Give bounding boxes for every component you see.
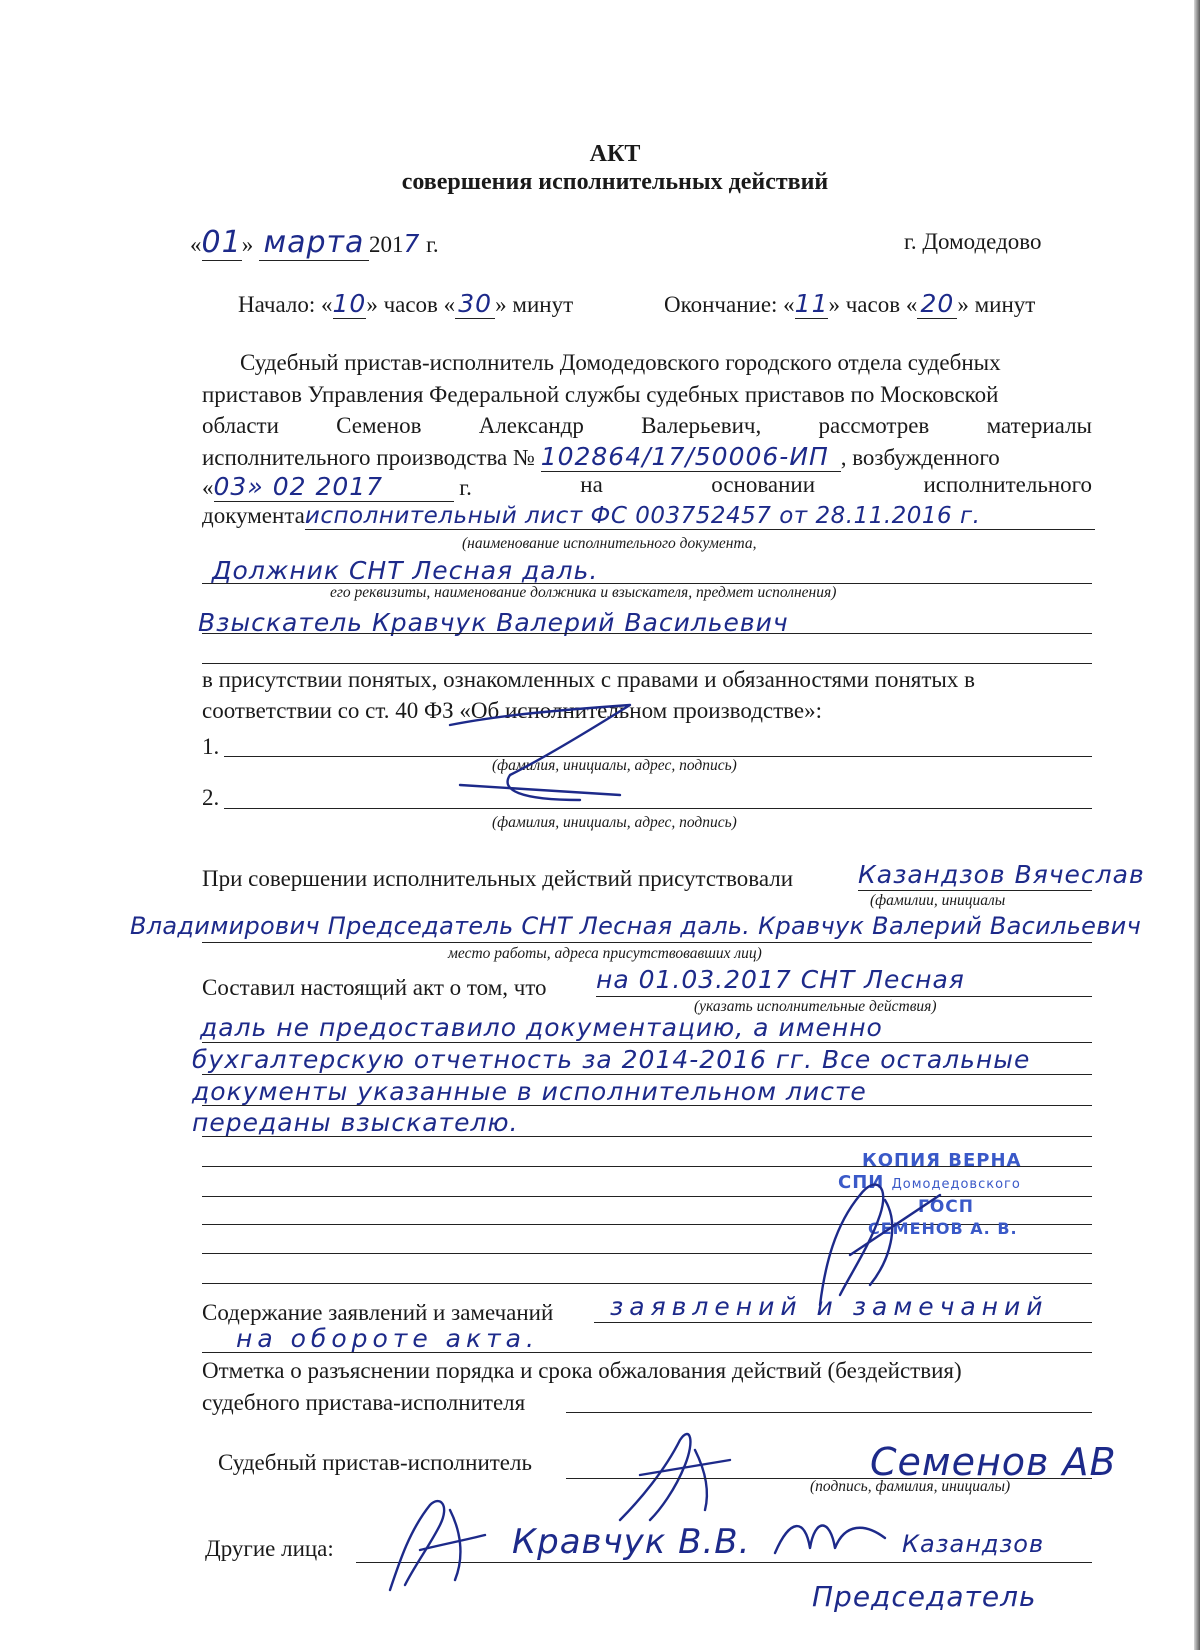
body-line-3: области Семенов Александр Валерьевич, рассмотрев материалы (202, 413, 1092, 438)
act-line-9 (202, 1253, 1092, 1254)
appeal-line-2: судебного пристава-исполнителя (202, 1390, 526, 1415)
date-year-digit: 7 (403, 229, 421, 258)
witness-2-line (224, 808, 1092, 809)
act-line-1 (596, 996, 1092, 997)
others-value-3: Председатель (812, 1580, 1037, 1613)
statements-line-1 (594, 1322, 1092, 1323)
scan-edge-shadow (1194, 0, 1200, 1650)
date-month: марта (259, 225, 369, 261)
caption-document: (наименование исполнительного документа, (462, 535, 757, 552)
act-value-1: на 01.03.2017 СНТ Лесная (596, 965, 965, 994)
executive-document-value: исполнительный лист ФС 003752457 от 28.11.2016 г. (305, 503, 1095, 530)
act-line-10 (202, 1283, 1092, 1284)
appeal-line-1: Отметка о разъяснении порядка и срока обжалования действий (бездействия) (202, 1358, 962, 1383)
body-line-4: исполнительного производства № 102864/17/50006-ИП , возбужденного (202, 442, 1000, 471)
act-label: Составил настоящий акт о том, что (202, 975, 547, 1000)
body-line-1: Судебный пристав-исполнитель Домодедовского городского отдела судебных (240, 350, 1001, 375)
case-number: 102864/17/50006-ИП (541, 442, 841, 472)
strikeout-mark (440, 700, 640, 810)
others-label: Другие лица: (205, 1536, 334, 1561)
start-hours: 10 (332, 289, 367, 318)
statements-value-1: заявлений и замечаний (610, 1292, 1049, 1321)
body-line-6: документаисполнительный лист ФС 003752457 от 28.11.2016 г. (202, 503, 1095, 530)
witness-1-number: 1. (202, 734, 220, 759)
city: г. Домодедово (904, 229, 1042, 254)
act-value-3: бухгалтерскую отчетность за 2014-2016 гг. Все остальные (192, 1045, 1031, 1074)
end-time: Окончание: «11» часов « 20 » минут (664, 289, 1036, 318)
date-line: «01» марта 2017 г. (190, 225, 439, 260)
act-value-4: документы указанные в исполнительном листе (192, 1077, 867, 1106)
claimant-value: Взыскатель Кравчук Валерий Васильевич (198, 608, 789, 637)
others-value-2: Казандзов (902, 1530, 1045, 1558)
present-label: При совершении исполнительных действий присутствовали (202, 866, 794, 891)
bailiff-signature (610, 1420, 740, 1530)
statements-value-2: на обороте акта. (236, 1324, 539, 1353)
document-subtitle: совершения исполнительных действий (401, 169, 829, 195)
witness-2-number: 2. (202, 785, 220, 810)
caption-witness-1: (фамилия, инициалы, адрес, подпись) (492, 757, 737, 774)
claimant-line (202, 633, 1092, 634)
others-signature-1 (380, 1490, 490, 1600)
body-line-5: «03» 02 2017 г. на основании исполнительного (202, 472, 1092, 501)
others-signature-2 (770, 1508, 890, 1568)
present-line-1 (858, 890, 1092, 891)
caption-present-1: (фамилии, инициалы (870, 892, 1006, 909)
bailiff-signature-name: Семенов АВ (870, 1440, 1117, 1484)
end-minutes: 20 (917, 289, 957, 319)
witness-intro-2: соответствии со ст. 40 ФЗ «Об исполнительном производстве»: (202, 698, 823, 723)
start-time: Начало: «10» часов « 30 » минут (238, 289, 574, 318)
present-value-1: Казандзов Вячеслав (858, 860, 1145, 889)
present-value-2: Владимирович Председатель СНТ Лесная даль. Кравчук Валерий Васильевич (130, 912, 1142, 940)
present-line-2 (202, 942, 1092, 943)
caption-signature: (подпись, фамилия, инициалы) (810, 1478, 1011, 1495)
caption-debtor-claimant: его реквизиты, наименование должника и взыскателя, предмет исполнения) (330, 584, 837, 601)
act-line-3 (202, 1074, 1092, 1075)
caption-act: (указать исполнительные действия) (694, 998, 937, 1015)
date-day: 01 (201, 225, 242, 260)
act-line-2 (202, 1042, 1092, 1043)
copy-stamp: КОПИЯ ВЕРНА СПИ Домодедовского ГОСП СЕМЕНОВ А. В. (838, 1150, 1022, 1238)
debtor-value: Должник СНТ Лесная даль. (212, 556, 599, 585)
others-value-1: Кравчук В.В. (512, 1522, 751, 1562)
document-title: АКТ (589, 141, 641, 167)
end-hours: 11 (794, 289, 829, 318)
initiated-date: 03» 02 2017 (214, 472, 454, 502)
bailiff-label: Судебный пристав-исполнитель (218, 1450, 532, 1475)
body-line-2: приставов Управления Федеральной службы судебных приставов по Московской (202, 382, 999, 407)
appeal-line (566, 1412, 1092, 1413)
witness-intro-1: в присутствии понятых, ознакомленных с правами и обязанностями понятых в (202, 667, 975, 692)
act-line-4 (202, 1105, 1092, 1106)
caption-present-2: место работы, адреса присутствовавших лиц) (448, 945, 762, 962)
caption-witness-2: (фамилия, инициалы, адрес, подпись) (492, 814, 737, 831)
statements-label: Содержание заявлений и замечаний (202, 1300, 554, 1325)
act-value-2: даль не предоставило документацию, а именно (200, 1013, 883, 1042)
statements-line-2 (202, 1352, 1092, 1353)
act-line-5 (202, 1136, 1092, 1137)
blank-line (202, 663, 1092, 664)
start-minutes: 30 (455, 289, 495, 319)
act-value-5: переданы взыскателю. (192, 1108, 519, 1137)
